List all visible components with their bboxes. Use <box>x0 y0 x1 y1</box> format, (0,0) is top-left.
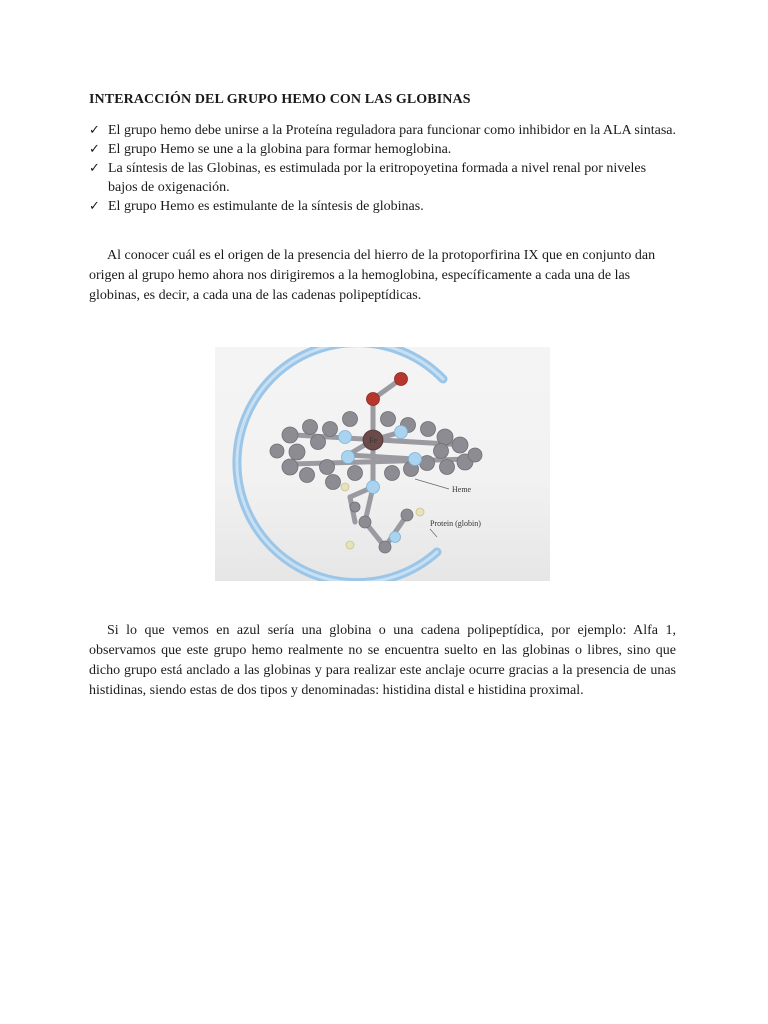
section-heading: INTERACCIÓN DEL GRUPO HEMO CON LAS GLOBINAS <box>89 92 471 107</box>
check-icon: ✓ <box>89 123 100 138</box>
oxygen-atom <box>367 393 380 406</box>
list-item <box>89 140 679 159</box>
check-icon: ✓ <box>89 142 100 157</box>
intro-paragraph: Al conocer cuál es el origen de la presencia del hierro de la protoporfirina IX que en conjunto dan origen al grupo hemo ahora nos dirigiremos a la hemoglobina, específicamente a cada una de las globinas, es decir, a cada una de las cadenas polipeptídicas. <box>89 248 656 303</box>
list-item-text: El grupo Hemo es estimulante de la síntesis de globinas. <box>108 199 424 214</box>
list-item <box>89 159 679 197</box>
protein-leader-line <box>430 529 437 537</box>
check-icon: ✓ <box>89 161 100 176</box>
list-item-text: El grupo hemo debe unirse a la Proteína reguladora para funcionar como inhibidor en la ALA sintasa. <box>108 123 676 138</box>
list-item <box>89 197 679 216</box>
bullet-list <box>89 121 679 216</box>
list-item-text: La síntesis de las Globinas, es estimulada por la eritropoyetina formada a nivel renal por niveles bajos de oxigenación. <box>108 161 647 195</box>
list-item-text: El grupo Hemo se une a la globina para formar hemoglobina. <box>108 142 452 157</box>
oxygen-atom <box>395 373 408 386</box>
check-icon: ✓ <box>89 199 100 214</box>
heme-leader-line <box>415 479 449 489</box>
protein-label: Protein (globin) <box>430 519 481 528</box>
heme-label: Heme <box>452 485 472 494</box>
list-item <box>89 121 679 140</box>
histidine-atoms <box>350 502 413 553</box>
carbon-atoms <box>270 412 482 490</box>
explanation-paragraph: Si lo que vemos en azul sería una globina o una cadena polipeptídica, por ejemplo: Alfa 1, observamos que este grupo hemo realmente no se encuentra suelto en las globinas o libres, sino que dicho grupo está anclado a las globinas y para realizar este anclaje ocurre gracias a la presencia de unas histidinas, siendo estas de dos tipos y denominadas: histidina distal e histidina proximal. <box>89 623 676 698</box>
heme-globin-figure <box>215 347 550 581</box>
iron-label: Fe <box>369 436 377 445</box>
heme-molecule-illustration <box>215 347 550 581</box>
